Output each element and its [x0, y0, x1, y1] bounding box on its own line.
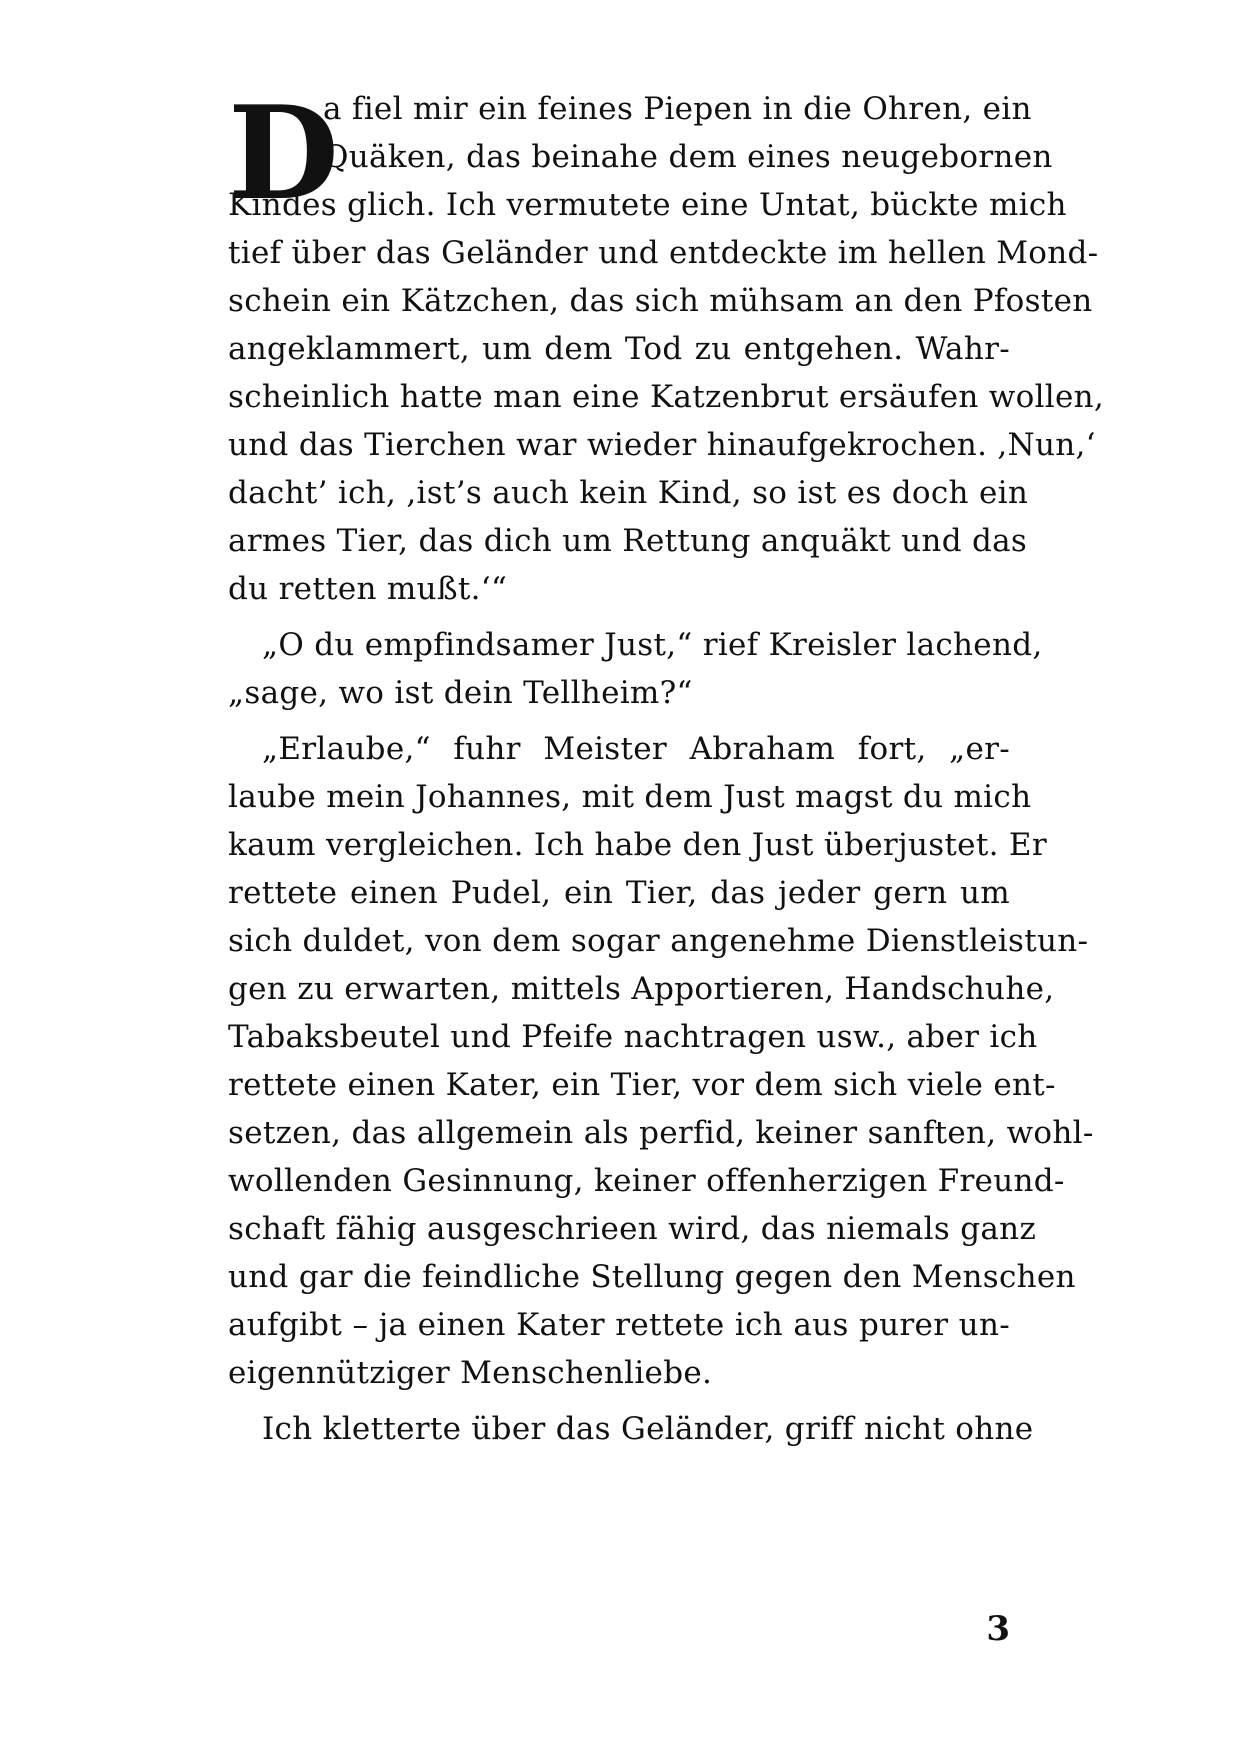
- text-line: Tabaksbeutel und Pfeife nachtragen usw., aber ich: [228, 1019, 1038, 1055]
- text-line: scheinlich hatte man eine Katzenbrut ersäufen wollen,: [228, 379, 1105, 415]
- text-line: Ich kletterte über das Geländer, griff nicht ohne: [262, 1411, 1034, 1447]
- text-line: wollenden Gesinnung, keiner offenherzigen Freund-: [228, 1163, 1065, 1199]
- text-line: sich duldet, von dem sogar angenehme Dienstleistun-: [228, 923, 1089, 959]
- text-line: tief über das Geländer und entdeckte im hellen Mond-: [228, 235, 1099, 271]
- text-line: rettete einen Kater, ein Tier, vor dem sich viele ent-: [228, 1067, 1056, 1103]
- drop-cap-initial: D: [228, 79, 339, 229]
- text-line: schein ein Kätzchen, das sich mühsam an den Pfosten: [228, 283, 1093, 319]
- text-line: und das Tierchen war wieder hinaufgekrochen. ,Nun,‘: [228, 427, 1096, 463]
- text-line: Quäken, das beinahe dem eines neugebornen: [323, 139, 1053, 175]
- text-line: „sage, wo ist dein Tellheim?“: [228, 675, 693, 711]
- text-line: „O du empfindsamer Just,“ rief Kreisler lachend,: [262, 627, 1043, 663]
- text-line: gen zu erwarten, mittels Apportieren, Handschuhe,: [228, 971, 1055, 1007]
- text-line: du retten mußt.‘“: [228, 571, 508, 607]
- text-line: aufgibt – ja einen Kater rettete ich aus purer un-: [228, 1307, 1010, 1343]
- text-line: eigennütziger Menschenliebe.: [228, 1355, 713, 1391]
- text-line: und gar die feindliche Stellung gegen den Menschen: [228, 1259, 1076, 1295]
- text-line: armes Tier, das dich um Rettung anquäkt und das: [228, 523, 1028, 559]
- text-line: kaum vergleichen. Ich habe den Just überjustet. Er: [228, 827, 1047, 863]
- text-line: schaft fähig ausgeschrieen wird, das niemals ganz: [228, 1211, 1037, 1247]
- text-line: „Erlaube,“ fuhr Meister Abraham fort, „er-: [262, 731, 1010, 767]
- text-line: dacht’ ich, ,ist’s auch kein Kind, so ist es doch ein: [228, 475, 1029, 511]
- page-number: 3: [986, 1609, 1010, 1649]
- text-line: a fiel mir ein feines Piepen in die Ohren, ein: [323, 91, 1032, 127]
- text-line: setzen, das allgemein als perfid, keiner sanften, wohl-: [228, 1115, 1094, 1151]
- text-line: laube mein Johannes, mit dem Just magst du mich: [228, 779, 1032, 815]
- text-line: angeklammert, um dem Tod zu entgehen. Wahr-: [228, 331, 1010, 367]
- text-line: Kindes glich. Ich vermutete eine Untat, bückte mich: [228, 187, 1067, 223]
- text-line: rettete einen Pudel, ein Tier, das jeder gern um: [228, 875, 1010, 911]
